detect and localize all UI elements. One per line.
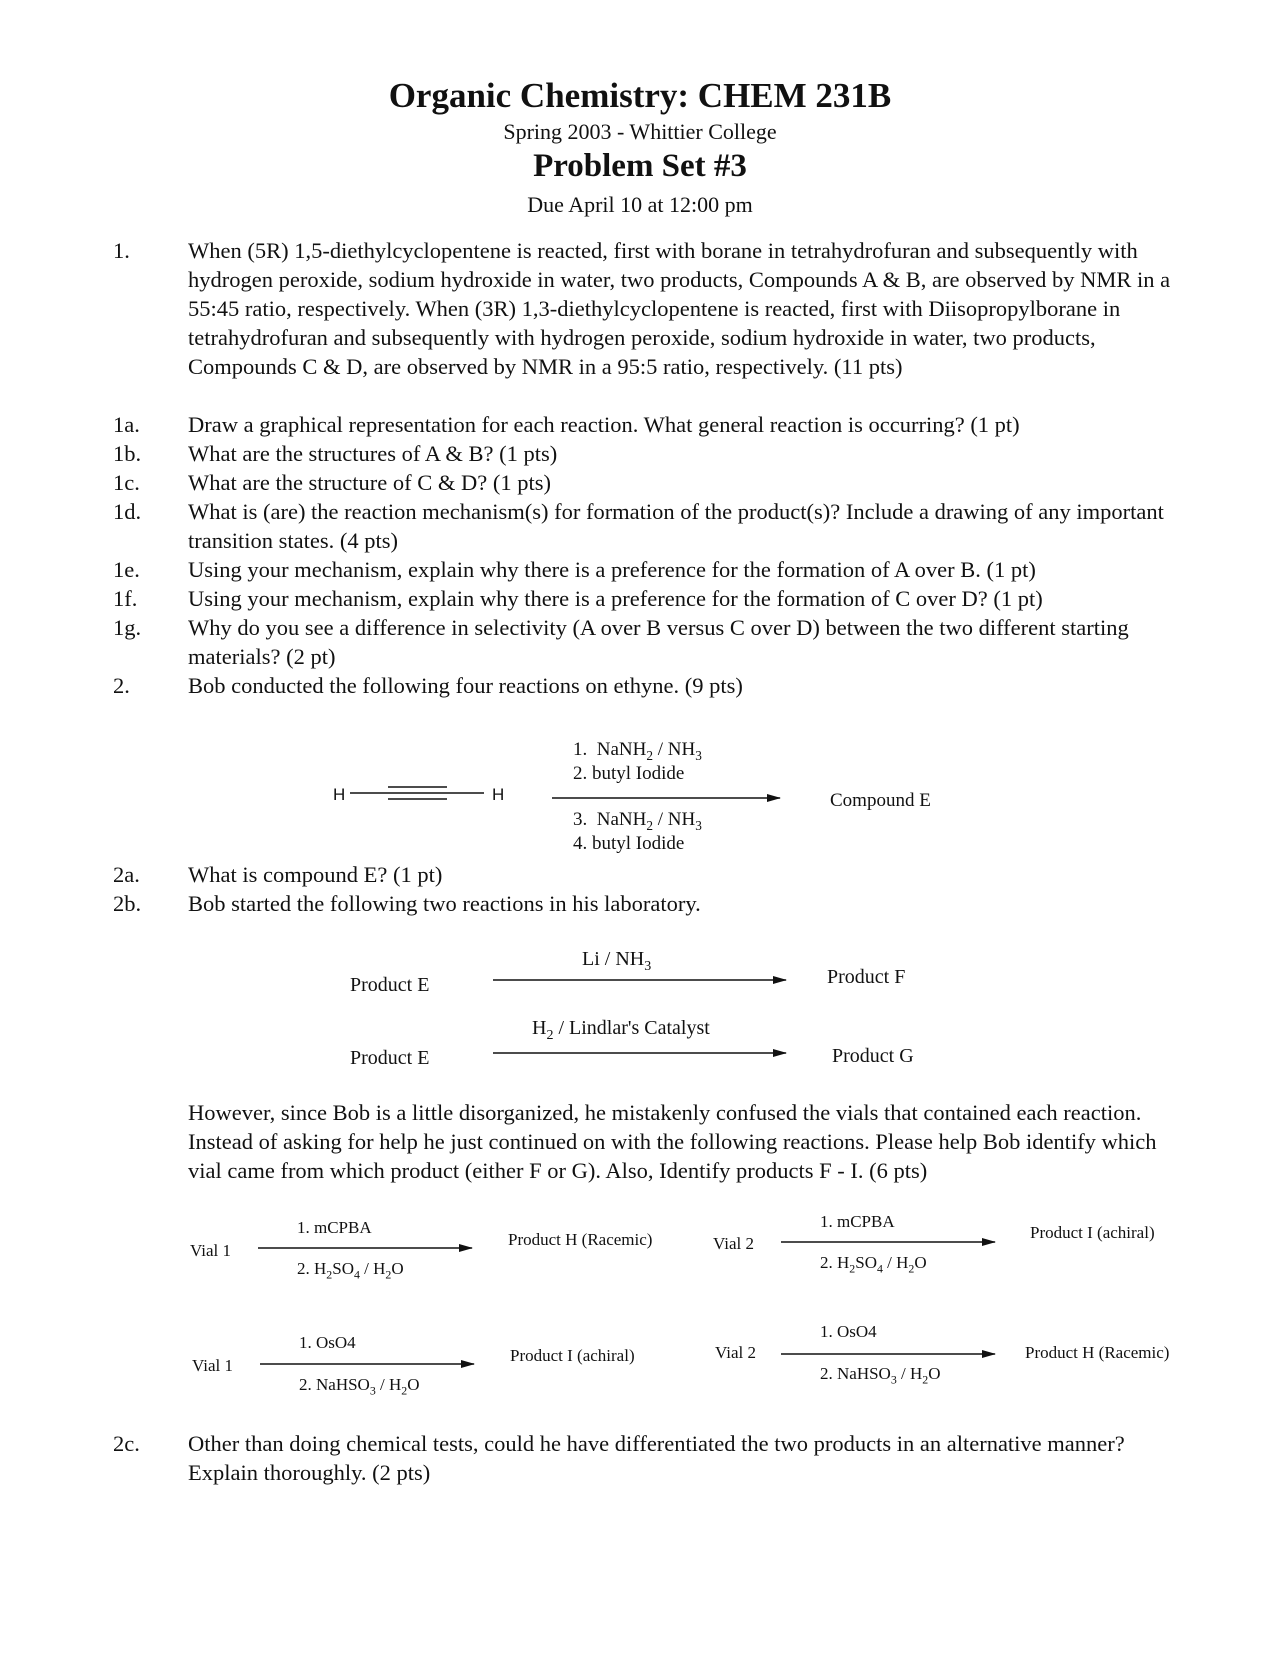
question-number: 1d. [113,499,142,524]
question-number: 1f. [113,586,138,611]
vial-label: Vial 2 [713,1234,754,1253]
product-label: Product G [832,1045,914,1067]
product-label: Product I (achiral) [510,1346,635,1365]
problem-set-title: Problem Set #3 [533,148,747,184]
question-number: 1e. [113,557,140,582]
question-number: 2a. [113,862,140,887]
question-number: 2. [113,673,130,698]
ethyne-h-left: H [333,785,346,804]
reagent-label: 1. OsO4 [299,1333,356,1352]
reagent-label: 2. NaHSO$_3$ / $H_2O$ [299,1375,420,1398]
ethyne-triple-bond [350,787,484,799]
question-1b-text: What are the structures of A & B? (1 pts) [188,441,558,466]
reagent-step-2: 2. butyl Iodide [573,763,685,784]
question-1e-text: Using your mechanism, explain why there is a preference for the formation of A over B. (1 pt) [188,557,1036,582]
reagent-step-4: 4. butyl Iodide [573,833,685,854]
reagent-label: 2. NaHSO$_3$ / $H_2O$ [820,1364,941,1387]
reagent-step-3: 3. NaNH$_2$ / $NH_3$ [573,809,702,833]
question-number: 2c. [113,1431,140,1456]
reagent-label: 1. mCPBA [820,1212,895,1231]
question-2b-text: Bob started the following two reactions in his laboratory. [188,891,701,916]
product-label: Product F [827,966,906,988]
reagent-label: 2. $H_2SO_4 / H_2O$ [820,1253,927,1276]
question-2-text: Bob conducted the following four reactions on ethyne. (9 pts) [188,673,743,698]
question-1d-text: What is (are) the reaction mechanism(s) for formation of the product(s)? Include a drawing of any important transition states. (4 pts) [188,499,1164,553]
product-label: Compound E [830,790,931,811]
vial-label: Vial 1 [190,1241,231,1260]
product-label: Product I (achiral) [1030,1223,1155,1242]
question-number: 1. [113,238,130,263]
question-2a-text: What is compound E? (1 pt) [188,862,443,887]
product-label: Product H (Racemic) [1025,1343,1170,1362]
question-1-text: When (5R) 1,5-diethylcyclopentene is reacted, first with borane in tetrahydrofuran and subsequently with hydrogen peroxide, sodium hydroxide in water, two products, Compounds A & B, are observed by NMR in a 55:45 ratio, respectively. When (3R) 1,3-diethylcyclopentene is reacted, first with Diisopropylborane in tetrahydrofuran and subsequently with hydrogen peroxide, sodium hydroxide in water, two products, Compounds C & D, are observed by NMR in a 95:5 ratio, respectively. (11 pts) [188,238,1171,379]
question-number: 1c. [113,470,140,495]
page-title: Organic Chemistry: CHEM 231B [388,76,892,115]
reagent-label: 1. OsO4 [820,1322,877,1341]
product-label: Product H (Racemic) [508,1230,653,1249]
starting-material-label: Product E [350,974,430,996]
due-date: Due April 10 at 12:00 pm [527,192,753,217]
question-number: 2b. [113,891,142,916]
question-1g-text: Why do you see a difference in selectivity (A over B versus C over D) between the two different starting materials? (2 pt) [188,615,1129,669]
reagent-label: 1. mCPBA [297,1218,372,1237]
vial-label: Vial 2 [715,1343,756,1362]
vial-label: Vial 1 [192,1356,233,1375]
question-1f-text: Using your mechanism, explain why there is a preference for the formation of C over D? (1 pt) [188,586,1043,611]
reagent-step-1: 1. NaNH$_2$ / $NH_3$ [573,739,702,763]
reagent-label: Li / $NH_3$ [582,948,652,974]
question-1c-text: What are the structure of C & D? (1 pts) [188,470,551,495]
starting-material-label: Product E [350,1047,430,1069]
question-2-paragraph: However, since Bob is a little disorganized, he mistakenly confused the vials that contained each reaction. Instead of asking for help he just continued on with the following reactions. Please help Bob identify which vial came from which product (either F or G). Also, Identify products F - I. (6 pts) [188,1100,1157,1183]
question-1a-text: Draw a graphical representation for each reaction. What general reaction is occurring? (1 pt) [188,412,1020,437]
question-2c-text: Other than doing chemical tests, could he have differentiated the two products in an alternative manner? Explain thoroughly. (2 pts) [188,1431,1125,1485]
ethyne-h-right: H [492,785,505,804]
reagent-label: $H_2$ / Lindlar's Catalyst [532,1017,710,1043]
course-term: Spring 2003 - Whittier College [503,119,777,144]
question-number: 1a. [113,412,140,437]
reagent-label: 2. $H_2SO_4 / H_2O$ [297,1259,404,1282]
question-number: 1b. [113,441,142,466]
question-number: 1g. [113,615,142,640]
